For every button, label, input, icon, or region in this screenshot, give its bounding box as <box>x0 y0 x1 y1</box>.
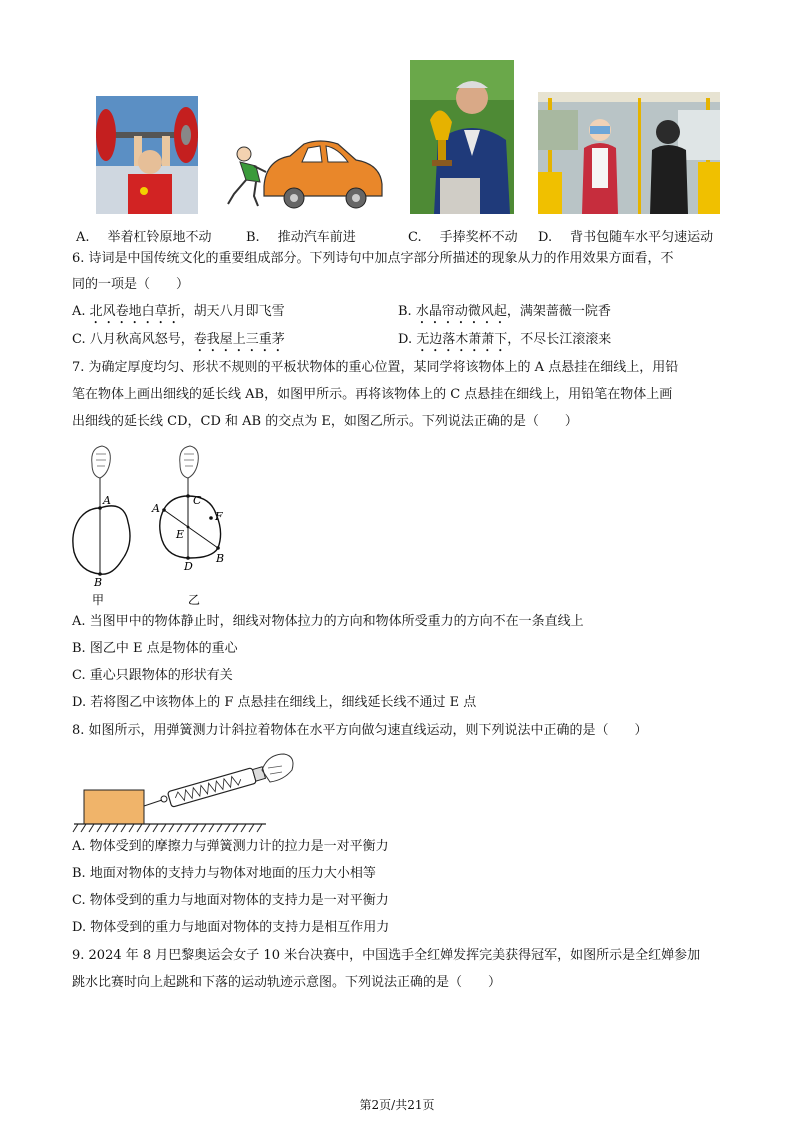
label-a-yi: A <box>152 502 160 515</box>
q6-a-dotted: 北风卷地白草折 <box>89 304 181 319</box>
q8-option-d: D. 物体受到的重力与地面对物体的支持力是相互作用力 <box>72 920 390 935</box>
q6-option-d: D. 无边落木萧萧下，不尽长江滚滚来 <box>398 332 612 347</box>
label-d-yi: D <box>184 560 193 573</box>
option-d-caption: D. 背书包随车水平匀速运动 <box>538 230 714 245</box>
q6-stem-line1: 6. 诗词是中国传统文化的重要组成部分。下列诗句中加点字部分所描述的现象从力的作用效果方面看，不 <box>72 251 674 266</box>
pushing-car-drawing <box>220 136 386 214</box>
label-yi: 乙 <box>188 593 201 607</box>
label-b-yi: B <box>216 552 225 565</box>
label-c-yi: C <box>193 494 202 507</box>
q8-option-a: A. 物体受到的摩擦力与弹簧测力计的拉力是一对平衡力 <box>72 839 389 854</box>
q8-option-c: C. 物体受到的重力与地面对物体的支持力是一对平衡力 <box>72 893 389 908</box>
q8-stem: 8. 如图所示，用弹簧测力计斜拉着物体在水平方向做匀速直线运动，则下列说法中正确的是（ ） <box>72 723 648 738</box>
spring-scale-diagram <box>70 748 300 834</box>
q9-stem-line2: 跳水比赛时向上起跳和下落的运动轨迹示意图。下列说法正确的是（ ） <box>72 975 502 990</box>
q6-option-b: B. 水晶帘动微风起，满架蔷薇一院香 <box>398 304 611 319</box>
option-b-caption: B. 推动汽车前进 <box>246 230 356 245</box>
q7-option-a: A. 当图甲中的物体静止时，细线对物体拉力的方向和物体所受重力的方向不在一条直线上 <box>72 614 584 629</box>
label-a-jia: A <box>103 494 111 507</box>
q6-b-dotted: 水晶帘动微风起 <box>415 304 507 319</box>
q7-option-d: D. 若将图乙中该物体上的 F 点悬挂在细线上，细线延长线不通过 E 点 <box>72 695 477 710</box>
trophy-photo <box>410 60 514 214</box>
label-e-yi: E <box>176 528 185 541</box>
bus-photo <box>538 92 720 214</box>
page-number: 第2页/共21页 <box>359 1098 435 1112</box>
q6-option-a: A. 北风卷地白草折，胡天八月即飞雪 <box>72 304 285 319</box>
q6-d-dotted: 无边落木萧萧下 <box>416 332 508 347</box>
q9-stem-line1: 9. 2024 年 8 月巴黎奥运会女子 10 米台决赛中，中国选手全红婵发挥完美获得冠军，如图所示是全红婵参加 <box>72 948 701 963</box>
q6-option-c: C. 八月秋高风怒号，卷我屋上三重茅 <box>72 332 285 347</box>
q7-option-b: B. 图乙中 E 点是物体的重心 <box>72 641 238 656</box>
q6-stem-line2: 同的一项是（ ） <box>72 277 190 292</box>
label-b-jia: B <box>94 576 103 589</box>
label-jia: 甲 <box>92 593 105 607</box>
q7-stem-line1: 7. 为确定厚度均匀、形状不规则的平板状物体的重心位置，某同学将该物体上的 A 点悬挂在细线上，用铅 <box>72 360 679 375</box>
q7-stem-line3: 出细线的延长线 CD，CD 和 AB 的交点为 E，如图乙所示。下列说法正确的是（ ） <box>72 414 578 429</box>
option-a-caption: A. 举着杠铃原地不动 <box>76 230 212 245</box>
q7-stem-line2: 笔在物体上画出细线的延长线 AB，如图甲所示。再将该物体上的 C 点悬挂在细线上，用铅笔在物体上画 <box>72 387 673 402</box>
q8-option-b: B. 地面对物体的支持力与物体对地面的压力大小相等 <box>72 866 376 881</box>
label-f-yi: F <box>215 510 223 523</box>
q7-option-c: C. 重心只跟物体的形状有关 <box>72 668 233 683</box>
option-c-caption: C. 手捧奖杯不动 <box>408 230 518 245</box>
weightlifter-photo <box>96 96 198 214</box>
center-of-gravity-diagram <box>66 440 246 610</box>
q6-c-dotted: 卷我屋上三重茅 <box>193 332 285 347</box>
